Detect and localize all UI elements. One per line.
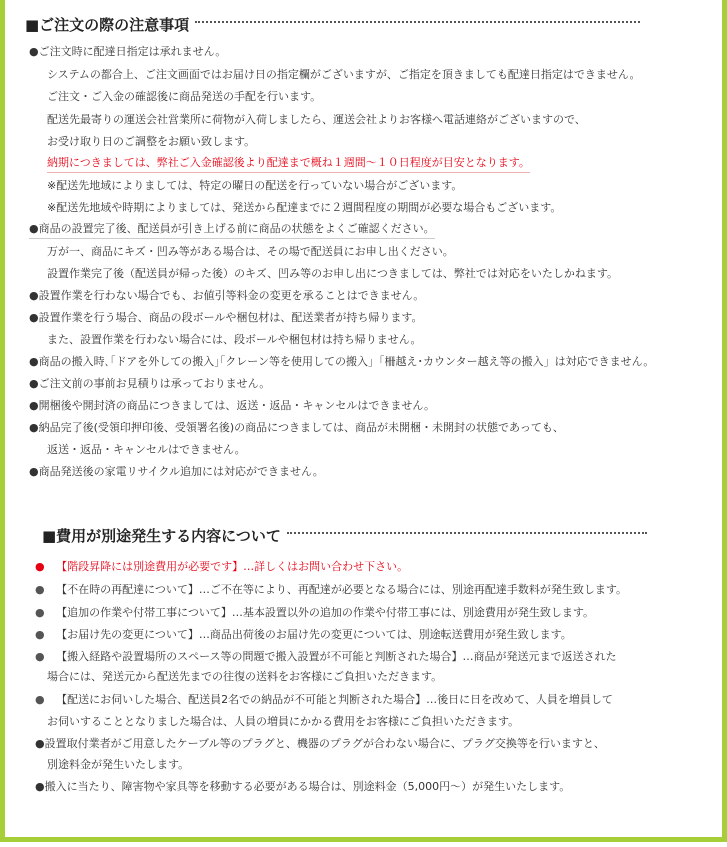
notice-line: ●商品の搬入時､｢ドアを外しての搬入｣｢クレーン等を使用しての搬入｣「柵越え･カウンター越え等の搬入」は対応できません。 [29, 355, 655, 368]
section-title-text: ■ご注文の際の注意事項 [25, 16, 190, 34]
notice-line: ※配送先地域によりましては、特定の曜日の配送を行っていない場合がございます。 [47, 179, 463, 192]
section-title-order-notes [25, 14, 640, 35]
notice-line: ※配送先地域や時期によりましては、発送から配達までに２週間程度の期間が必要な場合もございます。 [47, 201, 562, 214]
bullet-icon: ● [35, 583, 45, 596]
fee-item [35, 693, 613, 707]
section-title-extra-fees [42, 525, 647, 546]
fee-item-continuation: 場合には、発送元から配送先までの往復の送料をお客様にご負担いただきます。 [47, 670, 443, 683]
notice-line: ●ご注文前の事前お見積りは承っておりません。 [29, 377, 271, 390]
delivery-lead-time-notice: 納期につきましては、弊社ご入金確認後より配達まで概ね１週間～１０日程度が目安となります。 [47, 156, 530, 173]
fee-item-stairs [35, 560, 408, 574]
fee-item-text: 【配送にお伺いした場合、配送員2名での納品が不可能と判断された場合】…後日に日を改めて、人員を増員して [56, 693, 613, 706]
fee-item-text: 【追加の作業や付帯工事について】…基本設置以外の追加の作業や付帯工事には、別途費用が発生致します。 [56, 606, 595, 619]
fee-item-continuation: お伺いすることとなりました場合は、人員の増員にかかる費用をお客様にご負担いただきます。 [47, 715, 520, 728]
bullet-icon: ● [35, 606, 45, 619]
notice-line: ●商品発送後の家電リサイクル追加には対応ができません。 [29, 465, 324, 478]
notice-line: ●設置作業を行う場合、商品の段ボールや梱包材は、配送業者が持ち帰ります。 [29, 311, 423, 324]
bullet-icon: ● [35, 650, 45, 663]
notice-line: 設置作業完了後（配送員が帰った後）のキズ、凹み等のお申し出につきましては、弊社では対応をいたしかねます。 [47, 267, 619, 280]
notice-line: 万が一、商品にキズ・凹み等がある場合は、その場で配送員にお申し出ください。 [47, 245, 454, 258]
fee-item-plug: ●設置取付業者がご用意したケーブル等のプラグと、機器のプラグが合わない場合に、プラグ交換等を行いますと、 [35, 737, 605, 750]
fee-item [35, 650, 617, 664]
notice-line: 配送先最寄りの運送会社営業所に荷物が入荷しましたら、運送会社よりお客様へ電話連絡がございますので、 [47, 113, 586, 126]
title-dotted-rule [287, 532, 647, 534]
notice-line: ●開梱後や開封済の商品につきましては、返送・返品・キャンセルはできません。 [29, 399, 436, 412]
section-title-text: ■費用が別途発生する内容について [42, 527, 281, 545]
fee-item-text: 【階段昇降には別途費用が必要です】…詳しくはお問い合わせ下さい。 [56, 560, 409, 573]
fee-item-text: 【不在時の再配達について】…ご不在等により、再配達が必要となる場合には、別途再配達手数料が発生致します。 [56, 583, 628, 596]
fee-item-furniture: ●搬入に当たり、障害物や家具等を移動する必要がある場合は、別途料金（5,000円～）が発生いたします。 [35, 780, 571, 793]
fee-item-continuation: 別途料金が発生いたします。 [47, 758, 190, 771]
bullet-icon: ● [35, 693, 45, 706]
fee-item [35, 606, 594, 620]
notice-line: ご注文・ご入金の確認後に商品発送の手配を行います。 [47, 90, 322, 103]
bullet-icon: ● [35, 560, 45, 573]
bullet-icon: ● [35, 628, 45, 641]
title-dotted-rule [195, 21, 640, 23]
notice-line: 返送・返品・キャンセルはできません。 [47, 443, 246, 456]
fee-item-text: 【搬入経路や設置場所のスペース等の問題で搬入設置が不可能と判断された場合】…商品が発送元まで返送された [56, 650, 617, 663]
notice-line: システムの都合上、ご注文画面ではお届け日の指定欄がございますが、ご指定を頂きましても配達日指定はできません。 [47, 68, 641, 81]
notice-line: また、設置作業を行わない場合には、段ボールや梱包材は持ち帰りません。 [47, 333, 422, 346]
fee-item [35, 583, 627, 597]
fee-item-text: 【お届け先の変更について】…商品出荷後のお届け先の変更については、別途転送費用が発生致します。 [56, 628, 572, 641]
notice-line: ●設置作業を行わない場合でも、お値引等料金の変更を承ることはできません。 [29, 289, 425, 302]
notice-line: ●ご注文時に配達日指定は承れません。 [29, 45, 227, 58]
notice-line: ●商品の設置完了後、配送員が引き上げる前に商品の状態をよくご確認ください。 [29, 222, 435, 239]
fee-item [35, 628, 572, 642]
notice-line: ●納品完了後(受領印押印後、受領署名後)の商品につきましては、商品が未開梱・未開封の状態であっても、 [29, 421, 564, 434]
notice-line: お受け取り日のご調整をお願い致します。 [47, 135, 256, 148]
